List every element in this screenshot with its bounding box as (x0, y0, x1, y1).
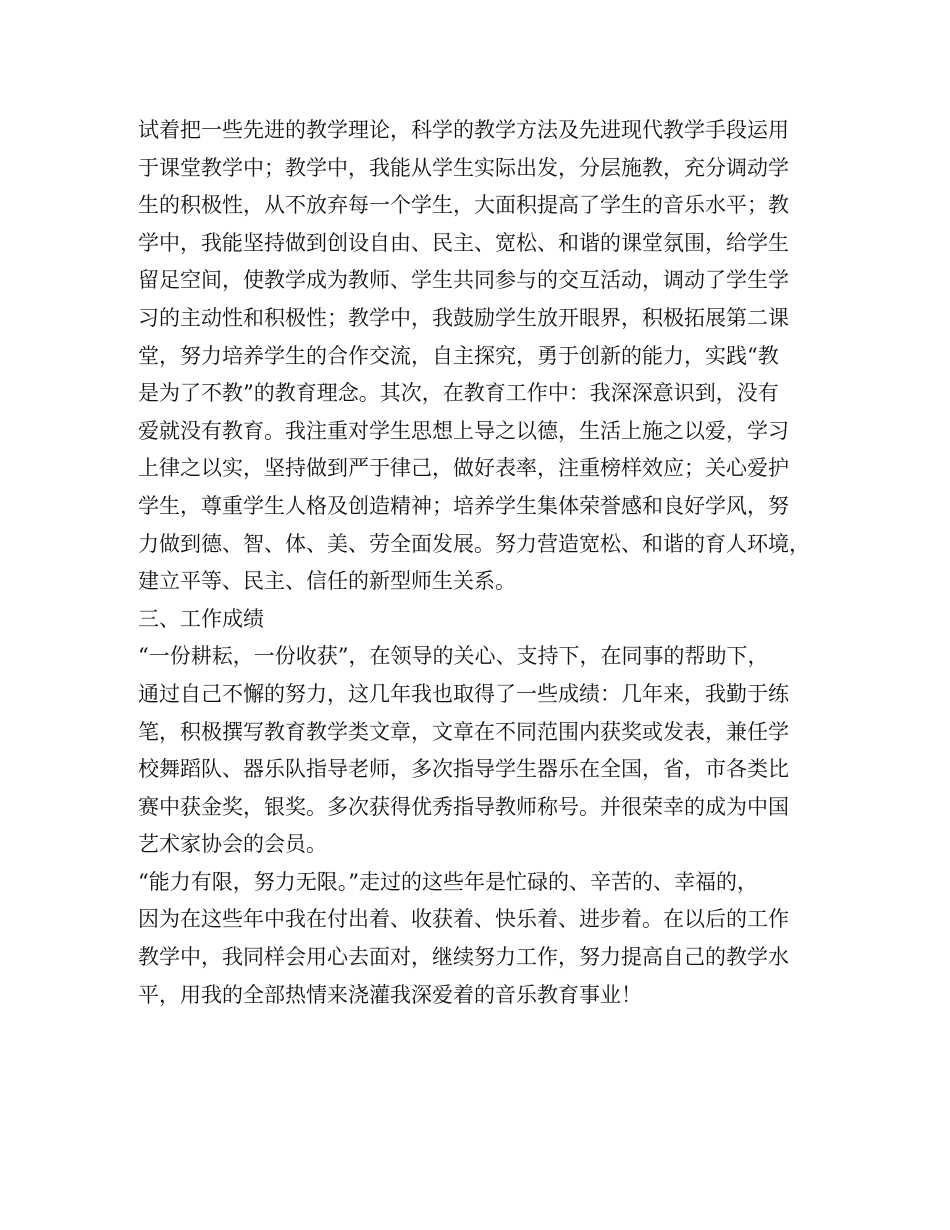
paragraph-line: 留足空间，使教学成为教师、学生共同参与的交互活动，调动了学生学 (138, 268, 789, 293)
document-body (138, 112, 838, 1014)
paragraph-line: “能力有限，努力无限。”走过的这些年是忙碌的、辛苦的、幸福的， (138, 869, 758, 894)
paragraph-line: 教学中，我同样会用心去面对，继续努力工作，努力提高自己的教学水 (138, 945, 789, 970)
paragraph-line: 生的积极性，从不放弃每一个学生，大面积提高了学生的音乐水平；教 (138, 193, 789, 218)
paragraph-line: 爱就没有教育。我注重对学生思想上导之以德，生活上施之以爱，学习 (138, 418, 789, 443)
paragraph-line: 因为在这些年中我在付出着、收获着、快乐着、进步着。在以后的工作 (138, 907, 789, 932)
paragraph-line: 上律之以实，坚持做到严于律己，做好表率，注重榜样效应；关心爱护 (138, 456, 789, 481)
paragraph-line: 力做到德、智、体、美、劳全面发展。努力营造宽松、和谐的育人环境， (138, 531, 810, 556)
paragraph-line: 学生，尊重学生人格及创造精神；培养学生集体荣誉感和良好学风，努 (138, 493, 789, 518)
paragraph-line: 笔，积极撰写教育教学类文章，文章在不同范围内获奖或发表，兼任学 (138, 719, 789, 744)
paragraph-line: 通过自己不懈的努力，这几年我也取得了一些成绩：几年来，我勤于练 (138, 681, 789, 706)
paragraph-line: 学中，我能坚持做到创设自由、民主、宽松、和谐的课堂氛围，给学生 (138, 230, 789, 255)
paragraph-line: 平，用我的全部热情来浇灌我深爱着的音乐教育事业！ (138, 982, 642, 1007)
paragraph-line: 习的主动性和积极性；教学中，我鼓励学生放开眼界，积极拓展第二课 (138, 305, 789, 330)
paragraph-line: 于课堂教学中；教学中，我能从学生实际出发，分层施教，充分调动学 (138, 155, 789, 180)
section-heading: 三、工作成绩 (138, 606, 264, 631)
paragraph-line: 是为了不教”的教育理念。其次，在教育工作中：我深深意识到，没有 (138, 381, 779, 406)
paragraph-line: 艺术家协会的会员。 (138, 832, 327, 857)
paragraph-line: “一份耕耘，一份收获”，在领导的关心、支持下，在同事的帮助下， (138, 644, 769, 669)
paragraph-line: 赛中获金奖，银奖。多次获得优秀指导教师称号。并很荣幸的成为中国 (138, 794, 789, 819)
paragraph-line: 堂，努力培养学生的合作交流，自主探究，勇于创新的能力，实践“教 (138, 343, 779, 368)
paragraph-line: 校舞蹈队、器乐队指导老师，多次指导学生器乐在全国，省，市各类比 (138, 757, 789, 782)
paragraph-line: 试着把一些先进的教学理论，科学的教学方法及先进现代教学手段运用 (138, 118, 789, 142)
paragraph-line: 建立平等、民主、信任的新型师生关系。 (138, 569, 516, 594)
